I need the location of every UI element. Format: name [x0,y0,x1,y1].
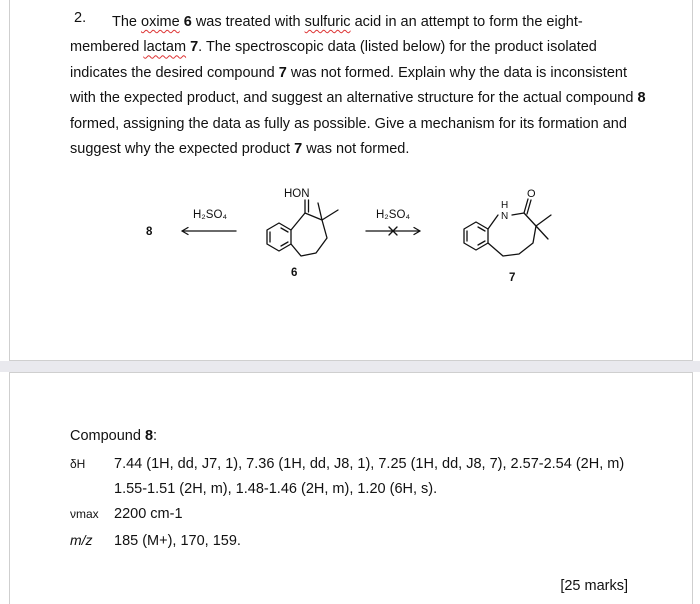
nmr-line-2: 1.55-1.51 (2H, m), 1.48-1.46 (2H, m), 1.20 (6H, s). [114,481,438,497]
ms-symbol: m/z [70,532,93,548]
question-line-3: indicates the desired compound 7 was not formed. Explain why the data is inconsistent [70,64,627,81]
question-line-2: membered lactam 7. The spectroscopic data (listed below) for the product isolated [70,39,597,56]
spell-flag-sulfuric: sulfuric [304,14,351,30]
compound-heading: Compound 8: [70,428,158,444]
question-number: 2. [74,10,87,26]
ir-row [70,502,183,527]
atom-h-label: H [501,200,509,211]
marks-label: [25 marks] [560,578,628,594]
reagent-right: H₂SO₄ [376,209,411,221]
ir-value: 2200 cm-1 [114,506,183,522]
nmr-symbol: δH [70,457,86,471]
nmr-line-1: 7.44 (1H, dd, J7, 1), 7.36 (1H, dd, J8, 1), 7.25 (1H, dd, J8, 7), 2.57-2.54 (2H, m) [114,456,625,472]
product-8-label: 8 [146,226,153,238]
reagent-left: H₂SO₄ [193,209,228,221]
ms-row [70,528,241,554]
question-line-6: suggest why the expected product 7 was not formed. [70,141,410,158]
oxime-6-label: 6 [291,267,298,279]
hon-group-label: HON [284,188,310,200]
ir-symbol: νmax [70,507,99,521]
lactam-7-label: 7 [509,272,516,284]
spell-flag-lactam: lactam [143,39,187,56]
question-line-5: formed, assigning the data as fully as possible. Give a mechanism for its formation and [70,115,627,132]
panel-separator [0,361,700,372]
question-line-1: The oxime 6 was treated with sulfuric acid in an attempt to form the eight- [112,14,583,30]
question-line-4: with the expected product, and suggest an alternative structure for the actual compound 8 [70,90,646,107]
atom-n-label: N [501,211,509,222]
spell-flag-oxime: oxime [141,14,180,30]
oxime-6-structure [267,200,338,256]
nmr-row [70,452,624,477]
ms-value: 185 (M+), 170, 159. [114,533,241,549]
atom-o-label: O [527,188,536,200]
